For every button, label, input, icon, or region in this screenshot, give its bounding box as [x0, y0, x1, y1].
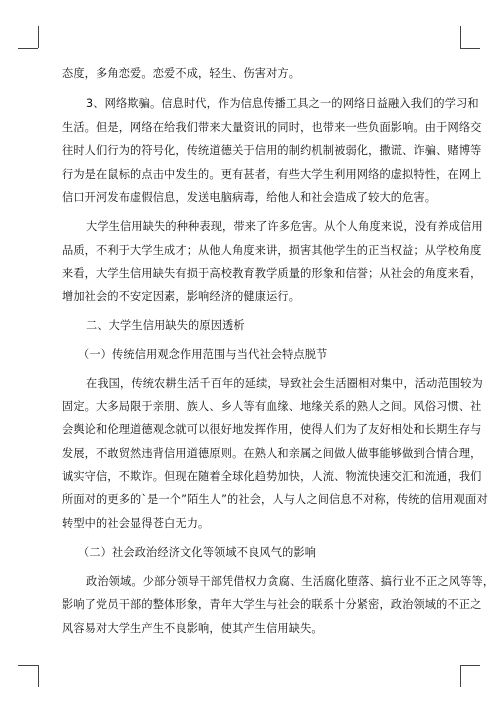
crop-mark-top-left [38, 26, 39, 48]
body-line-14: 发展，不敢贸然违背信用道德原则。在熟人和亲属之间做人做事能够做到合情合理， [62, 447, 482, 460]
body-line-5: 行为是在鼠标的点击中发生的。更有甚者，有些大学生利用网络的虚拟特性，在网上 [62, 168, 482, 181]
body-line-7: 大学生信用缺失的种种表现，带来了许多危害。从个人角度来说，没有养成信用 [86, 220, 483, 233]
body-line-20: 风容易对大学生产生不良影响，使其产生信用缺失。 [62, 622, 323, 635]
crop-mark-bottom-right-horizontal [460, 665, 480, 666]
body-line-8: 品质，不利于大学生成才；从他人角度来讲，损害其他学生的正当权益；从学校角度 [62, 244, 482, 257]
body-line-12: 固定。大多局限于亲朋、族人、乡人等有血缘、地缘关系的熟人之间。风俗习惯、社 [62, 400, 482, 413]
crop-mark-bottom-right [460, 665, 461, 687]
subsection-heading-1: （一）传统信用观念作用范围与当代社会特点脱节 [78, 348, 328, 361]
subsection-heading-2: （二）社会政治经济文化等领域不良风气的影响 [78, 546, 317, 559]
body-line-15: 诚实守信，不欺诈。但现在随着全球化趋势加快，人流、物流快速交汇和流通，我们 [62, 470, 482, 483]
body-line-18: 政治领域。少部分领导干部凭借权力贪腐、生活腐化堕落、搞行业不正之风等等， [86, 575, 495, 588]
body-line-11: 在我国，传统农耕生活千百年的延续，导致社会生活圈相对集中，活动范围较为 [86, 377, 483, 390]
crop-mark-top-right [460, 26, 461, 48]
crop-mark-top-left-horizontal [18, 48, 38, 49]
body-line-3: 生活。但是，网络在给我们带来大量资讯的同时，也带来一些负面影响。由于网络交 [62, 121, 482, 134]
body-line-9: 来看，大学生信用缺失有损于高校教育教学质量的形象和信誉；从社会的角度来看， [62, 267, 482, 280]
crop-mark-bottom-left-horizontal [18, 665, 38, 666]
body-line-13: 会舆论和伦理道德观念就可以很好地发挥作用，使得人们为了友好相处和长期生存与 [62, 423, 482, 436]
body-line-16: 所面对的更多的`是一个”陌生人”的社会，人与人之间信息不对称，传统的信用观面对 [62, 493, 488, 506]
section-heading: 二、大学生信用缺失的原因透析 [86, 319, 245, 332]
crop-mark-bottom-left [38, 665, 39, 687]
body-line-19: 影响了党员干部的整体形象，青年大学生与社会的联系十分紧密，政治领域的不正之 [62, 598, 482, 611]
crop-mark-top-right-horizontal [460, 48, 480, 49]
body-line-6: 信口开河发布虚假信息，发送电脑病毒，给他人和社会造成了较大的危害。 [62, 191, 437, 204]
body-line-17: 转型中的社会显得苍白无力。 [62, 517, 210, 530]
body-line-4: 往时人们行为的符号化，传统道德关于信用的制约机制被弱化，撒谎、诈骗、赌博等 [62, 144, 482, 157]
body-line-2: 3、网络欺骗。信息时代，作为信息传播工具之一的网络日益融入我们的学习和 [86, 97, 479, 110]
body-line-1: 态度，多角恋爱。恋爱不成，轻生、伤害对方。 [62, 67, 301, 80]
body-line-10: 增加社会的不安定因素，影响经济的健康运行。 [62, 290, 301, 303]
